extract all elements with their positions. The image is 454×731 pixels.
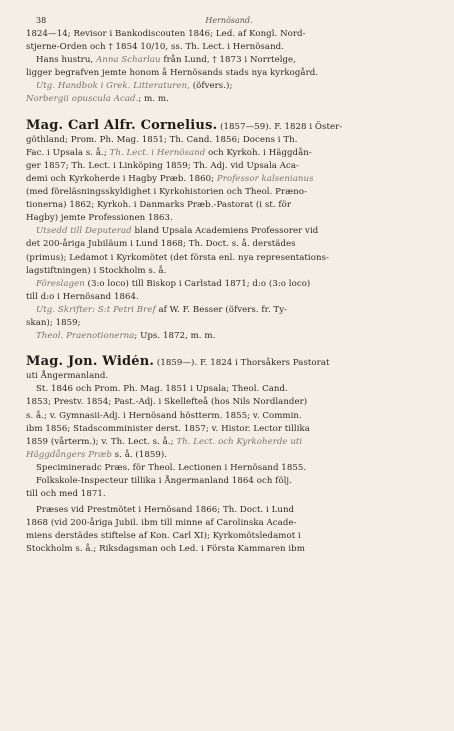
text-run: Hans hustru, (36, 55, 96, 66)
text-line (26, 225, 432, 238)
text-line (26, 147, 432, 160)
italic-text: Utg. Skrifter: S:t Petri Bref (36, 304, 156, 315)
text-line: (med föreläsningsskyldighet i Kyrkohistorien och Theol. Præno- (26, 187, 308, 198)
text-line: ibm 1856; Stadscomminister derst. 1857; v. Histor. Lector tillika (26, 423, 310, 434)
text-line (26, 449, 432, 462)
text-run: ; m. m. (138, 94, 169, 105)
text-line: lagstiftningen) i Stockholm s. å. (26, 265, 167, 276)
running-head: Hernösand. (205, 16, 253, 25)
text-run: (1859—). F. 1824 i Thorsåkers Pastorat (154, 358, 330, 369)
text-line (26, 330, 432, 343)
italic-text: Häggdångers Præb (26, 449, 112, 460)
text-line: till d:o i Hernösand 1864. (26, 291, 139, 302)
text-line: ligger begrafven jemte honom å Hernösands stads nya kyrkogård. (26, 68, 319, 79)
italic-text: Anna Scharlau (95, 55, 161, 66)
text-run: (öfvers.); (189, 81, 233, 92)
page-number: 38 (36, 16, 47, 25)
text-line (26, 80, 432, 93)
italic-text: Föreslagen (36, 278, 85, 289)
text-line: 1853; Prestv. 1854; Past.-Adj. i Skellefteå (hos Nils Nordlander) (26, 397, 308, 408)
text-run: 1859 (vårterm.); v. Th. Lect. s. å.; (26, 436, 177, 447)
text-line (26, 278, 432, 291)
text-line (26, 304, 432, 317)
text-line: det 200-åriga Jubiläum i Lund 1868; Th. Doct. s. å. derstädes (26, 239, 296, 250)
italic-text: Utg. Handbok i Grek. Litteraturen, (36, 81, 190, 92)
text-line: Specimineradc Præs. för Theol. Lectionen i Hernösand 1855. (36, 462, 307, 473)
text-line: stjerne-Orden och † 1854 10/10, ss. Th. Lect. i Hernösand. (26, 42, 284, 53)
text-line (26, 93, 432, 106)
text-line: till och med 1871. (26, 489, 106, 500)
text-line: Folkskole-Inspecteur tillika i Ångermanland 1864 och följ. (36, 476, 292, 486)
paragraph-gap (26, 343, 432, 355)
text-line: 1868 (vid 200-åriga Jubil. ibm till minne af Carolinska Acade- (26, 518, 297, 529)
text-run: af W. F. Besser (öfvers. fr. Ty- (155, 304, 288, 315)
text-line: Stockholm s. å.; Riksdagsman och Led. i Första Kammaren ibm (26, 544, 305, 555)
text-line: göthland; Prom. Ph. Mag. 1851; Th. Cand. 1856; Docens i Th. (26, 134, 298, 145)
text-run: (1857—59). F. 1828 i Öster- (217, 121, 343, 132)
paragraph-gap (26, 107, 432, 119)
text-line (26, 436, 432, 449)
text-line: uti Ångermanland. (26, 371, 109, 382)
text-line: tionerna) 1862; Kyrkoh. i Danmarks Præb.-Pastorat (i st. för (26, 200, 292, 211)
text-run: demi och Kyrkoherde i Hagby Præb. 1860; (26, 173, 217, 184)
person-name: Mag. Carl Alfr. Cornelius. (26, 118, 218, 133)
text-line: 1824—14; Revisor i Bankodiscouten 1846; Led. af Kongl. Nord- (26, 29, 306, 39)
text-line: Præses vid Prestmötet i Hernösand 1866; Th. Doct. i Lund (36, 505, 295, 516)
text-line: s. å.; v. Gymnasii-Adj. i Hernösand höstterm. 1855; v. Commin. (26, 410, 302, 421)
italic-text: Norbergii opuscula Acad. (26, 94, 139, 105)
text-line: skan); 1859; (26, 317, 81, 328)
italic-text: Th. Lect. och Kyrkoherde uti (176, 436, 303, 447)
text-line (26, 119, 432, 134)
text-line (26, 355, 432, 370)
text-line: St. 1846 och Prom. Ph. Mag. 1851 i Upsala; Theol. Cand. (36, 384, 288, 395)
text-run: s. å. (1859). (111, 449, 168, 460)
person-name: Mag. Jon. Widén. (26, 355, 155, 370)
italic-text: Professor kalsenianus (216, 173, 314, 184)
body-text (26, 28, 432, 557)
text-line: ger 1857; Th. Lect. i Linköping 1859; Th. Adj. vid Upsala Aca- (26, 160, 299, 171)
text-run: ; Ups. 1872, m. m. (134, 331, 216, 342)
text-line: (primus); Ledamot i Kyrkomötet (det första enl. nya representations- (26, 252, 329, 263)
italic-text: Utsedd till Deputerad (36, 226, 132, 237)
page-header (26, 14, 432, 28)
text-line: miens derstädes stiftelse af Kon. Carl XI); Kyrkomötsledamot i (26, 531, 301, 542)
italic-text: Theol. Praenotionerna (36, 331, 135, 342)
italic-text: Th. Lect. i Hernösand (109, 147, 206, 158)
text-run: från Lund, † 1873 i Norrtelge, (160, 55, 296, 66)
text-line (26, 54, 432, 67)
text-line: Hagby) jemte Professionen 1863. (26, 213, 173, 224)
text-run: Fac. i Upsala s. å.; (26, 147, 110, 158)
text-run: och Kyrkoh. i Häggdån- (205, 147, 312, 158)
text-run: bland Upsala Academiens Professorer vid (131, 226, 319, 237)
text-line (26, 173, 432, 186)
text-run: (3:o loco) till Biskop i Carlstad 1871; d:o (3:o loco) (84, 278, 311, 289)
